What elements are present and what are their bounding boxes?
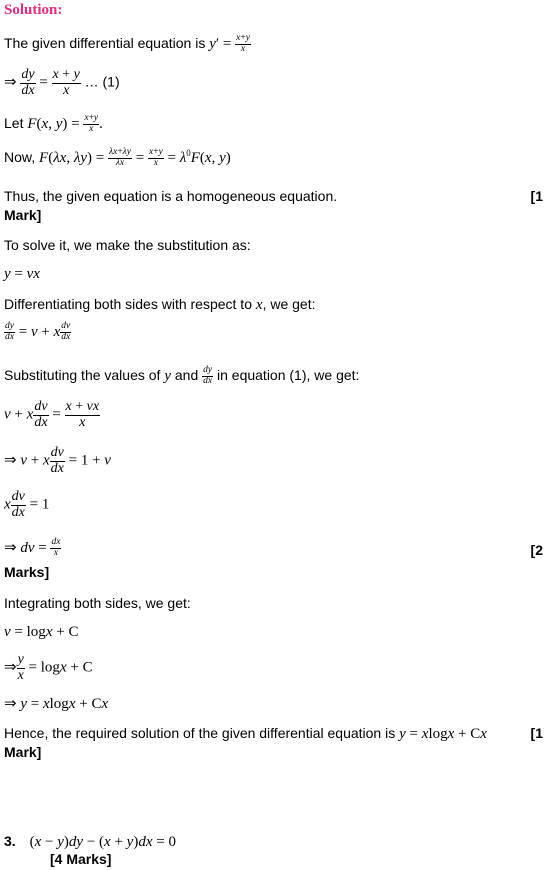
question-3: 3. (x − y)dy − (x + y)dx = 0	[4, 833, 176, 850]
substitution-equation: y = vx	[4, 266, 40, 282]
mark-3-cont: Mark]	[4, 744, 42, 760]
question-marks: [4 Marks]	[50, 851, 112, 867]
hence-line: Hence, the required solution of the given differential equation is y = xlogx + Cx	[4, 725, 487, 742]
reduced-equation: x $\frac{dv}{dx}$ = 1	[4, 489, 50, 520]
intro-line	[4, 34, 251, 55]
intro-text: The given differential equation is	[4, 34, 206, 51]
now-line: Now, F(λx, λy) = $\frac{\lambda x+\lambda y}{\lambda x}$ = $\frac{x+y}{x}$ = $\lambda^0F(x$, y)	[4, 147, 231, 169]
derivative-equation: $\frac{dy}{dx}$ = v + x $\frac{dv}{dx}$	[5, 321, 71, 342]
separated-equation: ⇒ dv = $\frac{dx}{x}$	[4, 537, 61, 559]
final-equation: ⇒ y = xlogx + Cx	[4, 696, 109, 712]
substituting-text-a: Substituting the values of	[4, 367, 161, 384]
let-text: Let	[4, 114, 24, 131]
differentiating-line: Differentiating both sides with respect to x, we get:	[4, 296, 316, 313]
question-number: 3.	[4, 833, 16, 849]
substituting-text-c: in equation (1), we get:	[217, 367, 360, 384]
homogeneous-text: Thus, the given equation is a homogeneous equation.	[4, 188, 338, 204]
substituted-equation: v + x $\frac{dv}{dx}$ = $\frac{x + vx}{x}$	[4, 399, 100, 430]
differentiating-text-end: , we get:	[262, 296, 316, 312]
substituting-text-b: and	[174, 367, 199, 384]
back-substituted-equation: ⇒ $\frac{y}{x}$ = logx + C	[4, 652, 93, 683]
solve-text: To solve it, we make the substitution as:	[4, 237, 251, 253]
mark-2-cont: Marks]	[4, 564, 50, 580]
integrated-equation: v = logx + C	[4, 624, 79, 640]
simplified-equation: ⇒ v + x $\frac{dv}{dx}$ = 1 + v	[4, 445, 111, 476]
mark-1-cont: Mark]	[4, 207, 42, 223]
now-text: Now,	[4, 149, 36, 165]
mark-1: [1	[530, 188, 543, 204]
intro-math: y′ = $\frac{x+y}{x}$	[209, 33, 250, 54]
let-line: Let F(x, y) = $\frac{x+y}{x}$ .	[4, 113, 103, 134]
hence-text: Hence, the required solution of the given differential equation is	[4, 725, 396, 741]
equation-1: ⇒ $\frac{dy}{dx}$ = $\frac{x + y}{x}$ … (1)	[4, 67, 120, 98]
substituting-line: Substituting the values of y and $\frac{dy}{dx}$ in equation (1), we get:	[4, 365, 360, 386]
integrating-text: Integrating both sides, we get:	[4, 595, 191, 611]
mark-3: [1	[530, 725, 543, 741]
mark-2: [2	[530, 542, 543, 558]
solution-heading: Solution:	[4, 2, 63, 18]
differentiating-text: Differentiating both sides with respect to	[4, 296, 252, 312]
